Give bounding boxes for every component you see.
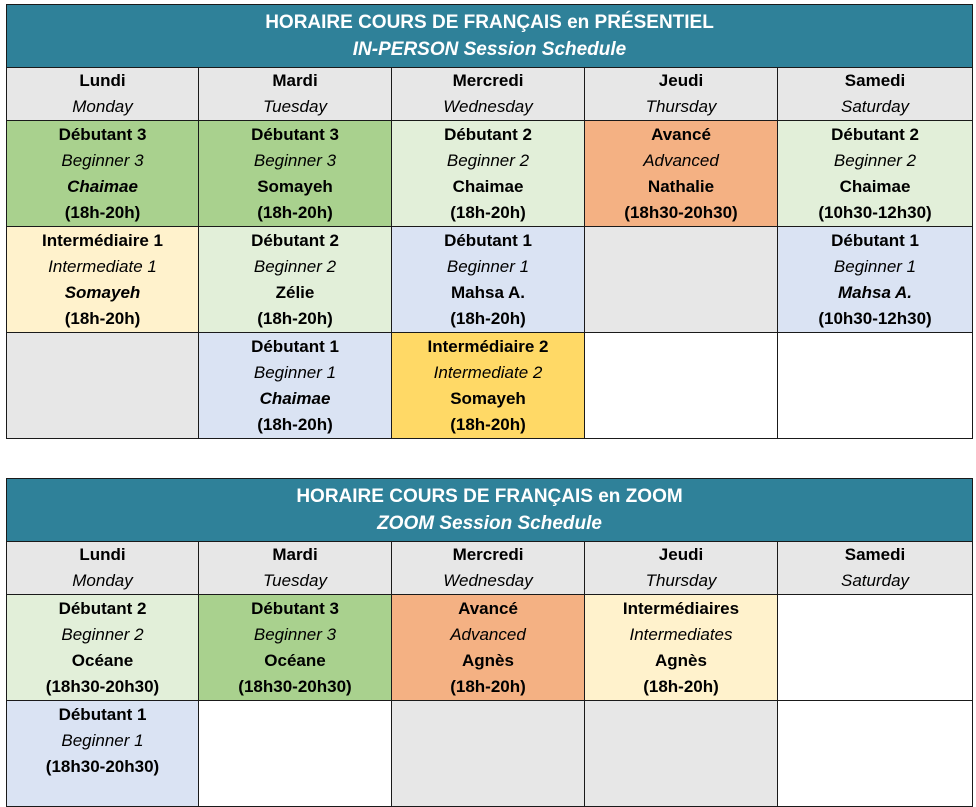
course-level-fr: Avancé [651, 125, 711, 144]
inperson-title: HORAIRE COURS DE FRANÇAIS en PRÉSENTIEL [265, 12, 714, 33]
course-level-en: Beginner 2 [833, 151, 917, 170]
teacher-name: Agnès [462, 651, 514, 670]
course-cell [392, 595, 585, 701]
day-name-en: Saturday [840, 571, 910, 590]
teacher-name: Chaimae [67, 177, 138, 196]
course-level-en: Beginner 3 [253, 625, 337, 644]
course-time: (18h-20h) [450, 309, 526, 328]
teacher-name: Mahsa A. [450, 283, 525, 302]
zoom-schedule-header [7, 479, 973, 542]
teacher-name: Chaimae [839, 177, 911, 196]
course-time: (18h-20h) [643, 677, 719, 696]
day-name-fr: Mercredi [452, 545, 524, 564]
day-name-fr: Samedi [844, 545, 906, 564]
empty-cell [585, 333, 778, 439]
course-time: (18h-20h) [64, 309, 141, 328]
day-name-en: Tuesday [263, 97, 327, 116]
course-time: (10h30-12h30) [818, 309, 932, 328]
day-name-fr: Samedi [844, 71, 906, 90]
day-header-cell [199, 542, 392, 595]
course-level-en: Beginner 1 [253, 363, 337, 382]
course-time: (18h-20h) [257, 415, 333, 434]
inperson-schedule-header [7, 5, 973, 68]
course-level-fr: Débutant 1 [58, 705, 147, 724]
empty-cell [585, 227, 778, 333]
course-level-en: Intermediate 2 [433, 363, 543, 382]
day-name-en: Thursday [645, 97, 717, 116]
course-time: (18h30-20h30) [45, 677, 160, 696]
day-name-fr: Jeudi [658, 545, 704, 564]
course-level-en: Intermediates [629, 625, 733, 644]
inperson-subtitle: IN-PERSON Session Schedule [352, 39, 627, 60]
inperson-schedule-table [6, 4, 973, 439]
empty-cell [585, 701, 778, 807]
day-header-cell [585, 68, 778, 121]
course-level-fr: Intermédiaires [622, 599, 740, 618]
course-level-fr: Débutant 2 [444, 125, 532, 144]
course-level-fr: Débutant 2 [251, 231, 339, 250]
course-time: (18h30-20h30) [45, 757, 160, 776]
course-cell [778, 227, 973, 333]
teacher-name: Somayeh [450, 389, 526, 408]
course-cell [585, 595, 778, 701]
day-header-cell [585, 542, 778, 595]
empty-cell [778, 333, 973, 439]
course-cell [7, 227, 199, 333]
course-time: (18h30-20h30) [624, 203, 738, 222]
day-header-cell [778, 68, 973, 121]
course-level-fr: Intermédiaire 1 [42, 231, 163, 250]
day-name-fr: Mardi [272, 545, 318, 564]
schedule-row [7, 227, 973, 333]
schedule-row [7, 701, 973, 807]
course-time: (18h30-20h30) [238, 677, 352, 696]
course-level-fr: Avancé [458, 599, 518, 618]
day-name-en: Thursday [645, 571, 717, 590]
day-name-fr: Lundi [79, 71, 126, 90]
day-name-en: Monday [72, 97, 133, 116]
course-cell [778, 121, 973, 227]
course-level-en: Beginner 1 [446, 257, 530, 276]
course-level-fr: Débutant 1 [251, 337, 339, 356]
course-cell [199, 595, 392, 701]
course-cell [199, 121, 392, 227]
zoom-title: HORAIRE COURS DE FRANÇAIS en ZOOM [296, 486, 683, 507]
course-level-en: Beginner 2 [253, 257, 337, 276]
course-time: (10h30-12h30) [818, 203, 932, 222]
zoom-schedule-table [6, 478, 973, 807]
schedule-row [7, 333, 973, 439]
course-level-en: Advanced [450, 625, 526, 644]
day-name-fr: Mercredi [452, 71, 524, 90]
day-header-cell [778, 542, 973, 595]
teacher-name: Nathalie [647, 177, 715, 196]
teacher-name: Mahsa A. [838, 283, 913, 302]
day-header-cell [7, 542, 199, 595]
course-cell [392, 227, 585, 333]
course-level-en: Beginner 3 [61, 151, 144, 170]
course-level-en: Intermediate 1 [48, 257, 157, 276]
course-level-en: Advanced [643, 151, 719, 170]
day-name-fr: Jeudi [658, 71, 704, 90]
course-cell [585, 121, 778, 227]
day-name-en: Wednesday [443, 97, 533, 116]
teacher-name: Somayeh [64, 283, 141, 302]
course-time: (18h-20h) [450, 203, 526, 222]
inperson-day-row [7, 68, 973, 121]
course-cell [392, 333, 585, 439]
course-time: (18h-20h) [450, 415, 526, 434]
teacher-name: Somayeh [257, 177, 333, 196]
day-name-en: Saturday [841, 97, 910, 116]
course-cell [7, 121, 199, 227]
course-level-fr: Intermédiaire 2 [427, 337, 549, 356]
course-cell [392, 121, 585, 227]
course-level-en: Beginner 1 [61, 731, 144, 750]
schedule-row [7, 595, 973, 701]
day-name-en: Tuesday [263, 571, 327, 590]
course-level-fr: Débutant 1 [831, 231, 919, 250]
day-header-cell [392, 68, 585, 121]
day-name-en: Wednesday [443, 571, 533, 590]
course-time: (18h-20h) [257, 203, 333, 222]
teacher-name: Agnès [655, 651, 707, 670]
course-level-fr: Débutant 2 [831, 125, 919, 144]
course-time: (18h-20h) [257, 309, 333, 328]
day-name-fr: Mardi [272, 71, 318, 90]
course-cell [199, 333, 392, 439]
course-level-fr: Débutant 2 [58, 599, 147, 618]
day-header-cell [392, 542, 585, 595]
empty-cell [392, 701, 585, 807]
course-time: (18h-20h) [64, 203, 141, 222]
day-header-cell [199, 68, 392, 121]
empty-cell [778, 701, 973, 807]
teacher-name: Chaimae [452, 177, 524, 196]
day-name-en: Monday [72, 571, 133, 590]
course-cell [7, 701, 199, 807]
teacher-name: Océane [71, 651, 134, 670]
day-header-cell [7, 68, 199, 121]
zoom-subtitle: ZOOM Session Schedule [377, 513, 602, 534]
course-level-en: Beginner 2 [61, 625, 144, 644]
empty-cell [199, 701, 392, 807]
empty-cell [7, 333, 199, 439]
course-level-en: Beginner 2 [446, 151, 530, 170]
teacher-name: Chaimae [259, 389, 331, 408]
schedule-row [7, 121, 973, 227]
teacher-name: Océane [264, 651, 326, 670]
course-level-fr: Débutant 3 [251, 125, 339, 144]
course-level-en: Beginner 3 [253, 151, 337, 170]
course-level-fr: Débutant 3 [58, 125, 147, 144]
empty-cell [778, 595, 973, 701]
course-cell [199, 227, 392, 333]
course-level-en: Beginner 1 [833, 257, 917, 276]
day-name-fr: Lundi [79, 545, 126, 564]
teacher-name: Zélie [275, 283, 315, 302]
zoom-day-row [7, 542, 973, 595]
course-level-fr: Débutant 1 [444, 231, 532, 250]
course-cell [7, 595, 199, 701]
course-level-fr: Débutant 3 [251, 599, 339, 618]
course-time: (18h-20h) [450, 677, 526, 696]
